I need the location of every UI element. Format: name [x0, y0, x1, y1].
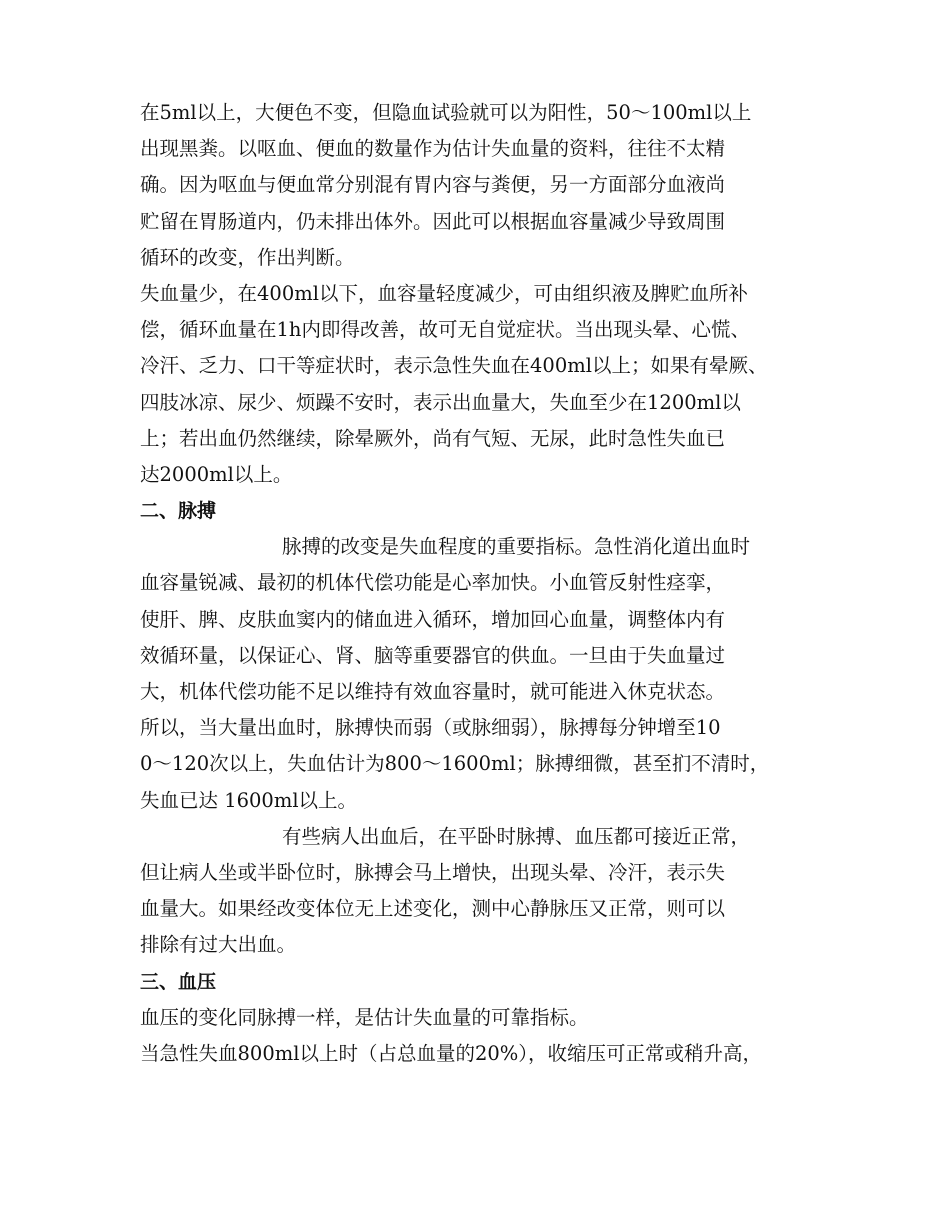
- text-line: 脉搏的改变是失血程度的重要指标。急性消化道出血时: [282, 535, 751, 559]
- text-line: 血容量锐减、最初的机体代偿功能是心率加快。小血管反射性痉挛，: [140, 571, 726, 595]
- text-line: 所以，当大量出血时，脉搏快而弱（或脉细弱），脉搏每分钟增至10: [140, 716, 721, 740]
- section-heading: 二、脉搏: [140, 500, 217, 523]
- text-line: 有些病人出血后，在平卧时脉搏、血压都可接近正常，: [282, 824, 751, 848]
- text-line: 血压的变化同脉搏一样，是估计失血量的可靠指标。: [140, 1005, 589, 1029]
- text-line: 上；若出血仍然继续，除晕厥外，尚有气短、无尿，此时急性失血已: [140, 426, 726, 450]
- text-line: 在5ml以上，大便色不变，但隐血试验就可以为阳性，50～100ml以上: [140, 101, 752, 124]
- paragraph: [140, 529, 830, 819]
- paragraph: [140, 1000, 830, 1036]
- text-line: 但让病人坐或半卧位时，脉搏会马上增快，出现头晕、冷汗，表示失: [140, 860, 726, 884]
- text-line: 确。因为呕血与便血常分别混有胃内容与粪便，另一方面部分血液尚: [140, 173, 726, 197]
- section-heading: 三、血压: [140, 970, 217, 993]
- text-line: 失血量少，在400ml以下，血容量轻度减少，可由组织液及脾贮血所补: [140, 281, 748, 305]
- text-line: 循环的改变，作出判断。: [140, 245, 355, 269]
- document-page: [140, 95, 830, 1072]
- text-line: 偿，循环血量在1h内即得改善，故可无自觉症状。当出现头晕、心慌、: [140, 318, 750, 342]
- text-line: 达2000ml以上。: [140, 462, 293, 486]
- text-line: 大，机体代偿功能不足以维持有效血容量时，就可能进入休克状态。: [140, 680, 726, 703]
- text-line: 0～120次以上，失血估计为800～1600ml；脉搏细微，甚至扪不清时，: [140, 752, 770, 776]
- paragraph: [140, 1036, 830, 1072]
- text-line: 当急性失血800ml以上时（占总血量的20%），收缩压可正常或稍升高，: [140, 1041, 763, 1065]
- text-line: 血量大。如果经改变体位无上述变化，测中心静脉压又正常，则可以: [140, 897, 726, 921]
- text-line: 四肢冰凉、尿少、烦躁不安时，表示出血量大，失血至少在1200ml以: [140, 390, 741, 414]
- paragraph: [140, 95, 830, 276]
- text-line: 效循环量，以保证心、肾、脑等重要器官的供血。一旦由于失血量过: [140, 643, 726, 667]
- text-line: 失血已达 1600ml以上。: [140, 788, 358, 812]
- text-line: 出现黑粪。以呕血、便血的数量作为估计失血量的资料，往往不太精: [140, 137, 726, 161]
- paragraph: [140, 819, 830, 964]
- text-line: 贮留在胃肠道内，仍未排出体外。因此可以根据血容量减少导致周围: [140, 209, 726, 233]
- text-line: 使肝、脾、皮肤血窦内的储血进入循环，增加回心血量，调整体内有: [140, 607, 726, 631]
- paragraph: [140, 276, 830, 493]
- text-line: 冷汗、乏力、口干等症状时，表示急性失血在400ml以上；如果有晕厥、: [140, 354, 768, 378]
- text-line: 排除有过大出血。: [140, 933, 297, 957]
